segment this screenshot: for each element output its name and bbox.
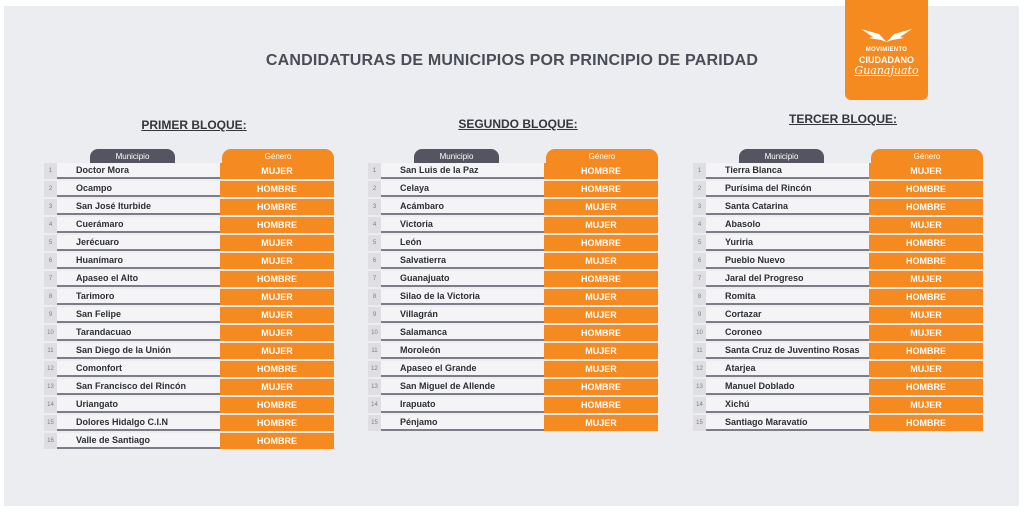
municipio-cell: Santa Cruz de Juventino Rosas: [706, 343, 869, 359]
genero-cell: HOMBRE: [220, 217, 334, 233]
table-row: [368, 217, 658, 233]
page-title: CANDIDATURAS DE MUNICIPIOS POR PRINCIPIO DE PARIDAD: [265, 52, 759, 69]
municipio-cell: San Luis de la Paz: [381, 163, 544, 179]
row-number: 5: [44, 235, 57, 251]
genero-cell: HOMBRE: [220, 181, 334, 197]
row-number: 9: [44, 307, 57, 323]
row-number: 5: [368, 235, 381, 251]
municipio-cell: Huanímaro: [57, 253, 220, 269]
row-number: 15: [693, 415, 706, 431]
row-number: 7: [368, 271, 381, 287]
table-row: [44, 199, 334, 215]
table-row: [368, 163, 658, 179]
genero-cell: MUJER: [869, 217, 983, 233]
genero-cell: HOMBRE: [544, 235, 658, 251]
table-row: [44, 325, 334, 341]
table-row: [693, 253, 983, 269]
genero-cell: MUJER: [869, 397, 983, 413]
municipio-cell: Yuriria: [706, 235, 869, 251]
table-header: [693, 149, 983, 163]
genero-cell: MUJER: [869, 307, 983, 323]
table-row: [44, 433, 334, 449]
table-row: [368, 307, 658, 323]
municipio-cell: Tierra Blanca: [706, 163, 869, 179]
genero-cell: HOMBRE: [220, 361, 334, 377]
row-number: 2: [44, 181, 57, 197]
row-number: 1: [693, 163, 706, 179]
row-number: 3: [44, 199, 57, 215]
header-municipio: Municipio: [414, 149, 499, 163]
row-number: 11: [693, 343, 706, 359]
municipio-cell: Salamanca: [381, 325, 544, 341]
municipio-cell: Valle de Santiago: [57, 433, 220, 449]
table-row: [44, 163, 334, 179]
row-number: 10: [368, 325, 381, 341]
table-row: [44, 343, 334, 359]
genero-cell: MUJER: [544, 361, 658, 377]
row-number: 2: [368, 181, 381, 197]
municipio-cell: Pénjamo: [381, 415, 544, 431]
municipio-cell: Coroneo: [706, 325, 869, 341]
row-number: 14: [368, 397, 381, 413]
row-number: 9: [368, 307, 381, 323]
table-row: [368, 397, 658, 413]
row-number: 10: [44, 325, 57, 341]
table-row: [693, 181, 983, 197]
genero-cell: MUJER: [544, 253, 658, 269]
table-row: [44, 379, 334, 395]
row-number: 14: [693, 397, 706, 413]
genero-cell: HOMBRE: [869, 415, 983, 431]
table-row: [44, 289, 334, 305]
table-row: [368, 343, 658, 359]
row-number: 5: [693, 235, 706, 251]
table-row: [693, 271, 983, 287]
genero-cell: MUJER: [220, 343, 334, 359]
table-header: [44, 149, 334, 163]
municipio-cell: San Diego de la Unión: [57, 343, 220, 359]
municipio-cell: Abasolo: [706, 217, 869, 233]
eagle-logo-icon: [859, 28, 914, 44]
municipio-cell: San Francisco del Rincón: [57, 379, 220, 395]
municipio-cell: Moroleón: [381, 343, 544, 359]
genero-cell: MUJER: [869, 271, 983, 287]
municipio-cell: Romita: [706, 289, 869, 305]
table-row: [368, 415, 658, 431]
table-row: [44, 235, 334, 251]
genero-cell: MUJER: [869, 163, 983, 179]
table-row: [693, 163, 983, 179]
logo: [845, 0, 928, 100]
row-number: 1: [44, 163, 57, 179]
table-row: [44, 271, 334, 287]
row-number: 13: [44, 379, 57, 395]
row-number: 12: [44, 361, 57, 377]
row-number: 13: [693, 379, 706, 395]
row-number: 12: [368, 361, 381, 377]
genero-cell: HOMBRE: [544, 271, 658, 287]
municipio-cell: Comonfort: [57, 361, 220, 377]
row-number: 6: [693, 253, 706, 269]
table-row: [693, 307, 983, 323]
municipio-cell: Uriangato: [57, 397, 220, 413]
genero-cell: MUJER: [220, 379, 334, 395]
table-row: [693, 379, 983, 395]
table-row: [44, 415, 334, 431]
row-number: 7: [44, 271, 57, 287]
row-number: 8: [368, 289, 381, 305]
block-segundo: [368, 117, 658, 433]
genero-cell: MUJER: [869, 325, 983, 341]
table-row: [368, 181, 658, 197]
table-row: [368, 289, 658, 305]
genero-cell: HOMBRE: [220, 397, 334, 413]
row-number: 3: [693, 199, 706, 215]
municipio-cell: Jerécuaro: [57, 235, 220, 251]
row-number: 4: [693, 217, 706, 233]
row-number: 11: [368, 343, 381, 359]
table-header: [368, 149, 658, 163]
row-number: 10: [693, 325, 706, 341]
municipio-cell: Salvatierra: [381, 253, 544, 269]
table-row: [368, 235, 658, 251]
row-number: 7: [693, 271, 706, 287]
genero-cell: MUJER: [220, 307, 334, 323]
row-number: 9: [693, 307, 706, 323]
table-row: [44, 397, 334, 413]
municipio-cell: Apaseo el Alto: [57, 271, 220, 287]
genero-cell: MUJER: [220, 325, 334, 341]
block-tercer: [693, 112, 983, 433]
row-number: 15: [368, 415, 381, 431]
genero-cell: HOMBRE: [869, 289, 983, 305]
row-number: 2: [693, 181, 706, 197]
table-row: [368, 199, 658, 215]
genero-cell: HOMBRE: [220, 271, 334, 287]
genero-cell: HOMBRE: [544, 163, 658, 179]
table-row: [44, 253, 334, 269]
header-municipio: Municipio: [90, 149, 175, 163]
table-row: [693, 397, 983, 413]
genero-cell: MUJER: [220, 235, 334, 251]
municipio-cell: Tarandacuao: [57, 325, 220, 341]
genero-cell: MUJER: [220, 163, 334, 179]
genero-cell: HOMBRE: [544, 325, 658, 341]
municipio-cell: Atarjea: [706, 361, 869, 377]
genero-cell: HOMBRE: [869, 199, 983, 215]
table-row: [693, 289, 983, 305]
municipio-cell: Silao de la Victoria: [381, 289, 544, 305]
row-number: 4: [44, 217, 57, 233]
block-title: TERCER BLOQUE:: [789, 112, 897, 126]
municipio-cell: Santa Catarina: [706, 199, 869, 215]
row-number: 13: [368, 379, 381, 395]
genero-cell: HOMBRE: [220, 433, 334, 449]
header-genero: Género: [546, 149, 658, 163]
genero-cell: MUJER: [220, 289, 334, 305]
genero-cell: HOMBRE: [869, 235, 983, 251]
municipio-cell: Irapuato: [381, 397, 544, 413]
row-number: 16: [44, 433, 57, 449]
municipio-cell: Purísima del Rincón: [706, 181, 869, 197]
block-primer: [44, 118, 334, 451]
table-row: [44, 307, 334, 323]
municipio-cell: Apaseo el Grande: [381, 361, 544, 377]
municipio-cell: Acámbaro: [381, 199, 544, 215]
row-number: 8: [44, 289, 57, 305]
genero-cell: MUJER: [544, 343, 658, 359]
genero-cell: HOMBRE: [869, 181, 983, 197]
genero-cell: HOMBRE: [544, 379, 658, 395]
table-row: [368, 325, 658, 341]
genero-cell: HOMBRE: [869, 343, 983, 359]
table-row: [44, 361, 334, 377]
municipio-cell: Villagrán: [381, 307, 544, 323]
municipio-cell: Cortazar: [706, 307, 869, 323]
table-row: [693, 217, 983, 233]
block-title: PRIMER BLOQUE:: [141, 118, 247, 132]
logo-line2: CIUDADANO: [859, 55, 914, 65]
municipio-cell: San José Iturbide: [57, 199, 220, 215]
genero-cell: MUJER: [869, 361, 983, 377]
header-genero: Género: [871, 149, 983, 163]
genero-cell: HOMBRE: [869, 379, 983, 395]
municipio-cell: Dolores Hidalgo C.I.N: [57, 415, 220, 431]
table-row: [693, 199, 983, 215]
row-number: 11: [44, 343, 57, 359]
table-row: [368, 361, 658, 377]
municipio-cell: Guanajuato: [381, 271, 544, 287]
table-row: [693, 235, 983, 251]
table-row: [693, 415, 983, 431]
genero-cell: MUJER: [544, 217, 658, 233]
municipio-cell: Celaya: [381, 181, 544, 197]
municipio-cell: Ocampo: [57, 181, 220, 197]
municipio-cell: San Miguel de Allende: [381, 379, 544, 395]
municipio-cell: Jaral del Progreso: [706, 271, 869, 287]
block-title: SEGUNDO BLOQUE:: [458, 117, 578, 131]
municipio-cell: Cuerámaro: [57, 217, 220, 233]
municipio-cell: Doctor Mora: [57, 163, 220, 179]
table-row: [368, 253, 658, 269]
municipio-cell: León: [381, 235, 544, 251]
municipio-cell: Tarimoro: [57, 289, 220, 305]
municipio-cell: Pueblo Nuevo: [706, 253, 869, 269]
genero-cell: MUJER: [544, 415, 658, 431]
row-number: 1: [368, 163, 381, 179]
row-number: 15: [44, 415, 57, 431]
genero-cell: HOMBRE: [544, 397, 658, 413]
genero-cell: MUJER: [220, 253, 334, 269]
table-row: [44, 217, 334, 233]
genero-cell: MUJER: [544, 307, 658, 323]
header-municipio: Municipio: [739, 149, 824, 163]
row-number: 6: [368, 253, 381, 269]
genero-cell: MUJER: [544, 199, 658, 215]
row-number: 4: [368, 217, 381, 233]
genero-cell: MUJER: [544, 289, 658, 305]
table-row: [44, 181, 334, 197]
table-row: [368, 271, 658, 287]
logo-line1: MOVIMIENTO: [865, 47, 908, 53]
table-row: [368, 379, 658, 395]
row-number: 12: [693, 361, 706, 377]
table-row: [693, 343, 983, 359]
municipio-cell: Victoria: [381, 217, 544, 233]
row-number: 14: [44, 397, 57, 413]
row-number: 6: [44, 253, 57, 269]
genero-cell: HOMBRE: [869, 253, 983, 269]
genero-cell: HOMBRE: [220, 199, 334, 215]
municipio-cell: Manuel Doblado: [706, 379, 869, 395]
table-row: [693, 361, 983, 377]
table-row: [693, 325, 983, 341]
logo-line3: Guanajuato: [854, 64, 919, 77]
municipio-cell: San Felipe: [57, 307, 220, 323]
row-number: 8: [693, 289, 706, 305]
genero-cell: HOMBRE: [220, 415, 334, 431]
header-genero: Género: [222, 149, 334, 163]
municipio-cell: Xichú: [706, 397, 869, 413]
genero-cell: HOMBRE: [544, 181, 658, 197]
row-number: 3: [368, 199, 381, 215]
municipio-cell: Santiago Maravatío: [706, 415, 869, 431]
